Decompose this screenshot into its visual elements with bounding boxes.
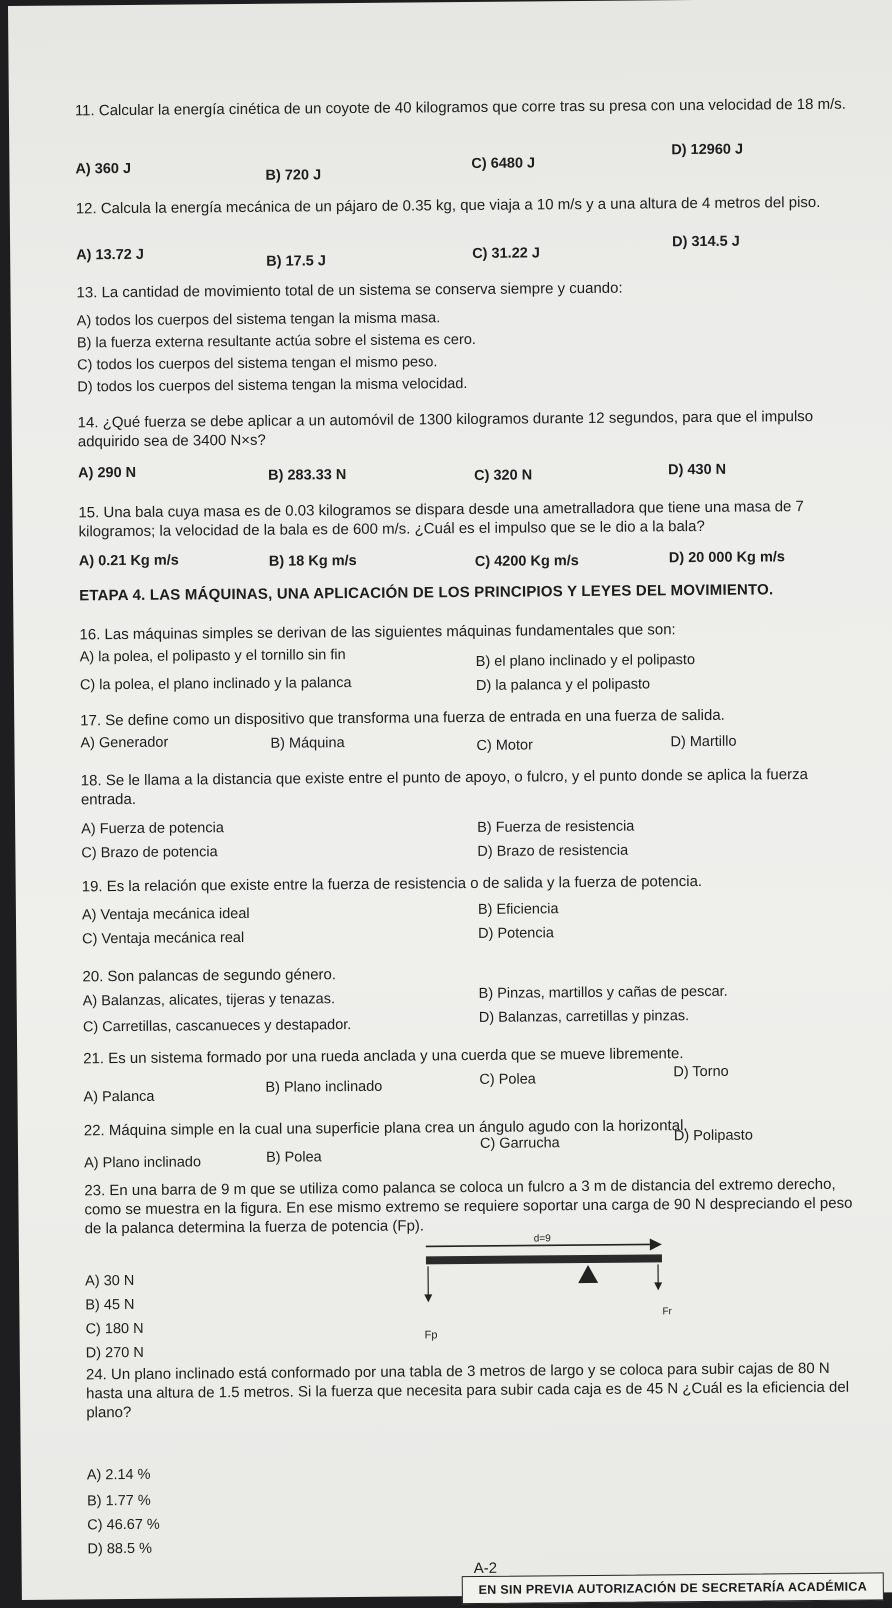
q15-option-a: A) 0.21 Kg m/s: [79, 553, 179, 570]
question-11-stem: 11. Calcular la energía cinética de un coyote de 40 kilogramos que corre tras su presa con una velocidad de 18 m/s.: [75, 95, 855, 121]
q14-option-c: C) 320 N: [474, 467, 532, 484]
fp-label: Fp: [425, 1329, 438, 1341]
q21-option-b: B) Plano inclinado: [265, 1079, 382, 1096]
q15-option-b: B) 18 Kg m/s: [269, 553, 357, 570]
question-24: [86, 1359, 866, 1423]
q21-option-a: A) Palanca: [83, 1089, 154, 1106]
question-13-stem: 13. La cantidad de movimiento total de un sistema se conserva siempre y cuando:: [76, 277, 856, 303]
fr-label: Fr: [662, 1306, 672, 1317]
q15-option-c: C) 4200 Kg m/s: [475, 553, 579, 570]
footer-banner: EN SIN PREVIA AUTORIZACIÓN DE SECRETARÍA ACADÉMICA: [462, 1572, 884, 1604]
question-21-stem: 21. Es un sistema formado por una rueda anclada y una cuerda que se mueve libremente.: [83, 1043, 863, 1069]
q20-option-b: B) Pinzas, martillos y cañas de pescar.: [479, 984, 728, 1002]
q24-option-b: B) 1.77 %: [87, 1493, 151, 1510]
q14-option-a: A) 290 N: [78, 465, 136, 482]
q22-option-a: A) Plano inclinado: [84, 1154, 201, 1171]
q17-option-a: A) Generador: [80, 735, 168, 752]
question-16-stem: 16. Las máquinas simples se derivan de las siguientes máquinas fundamentales que son:: [79, 619, 859, 645]
q12-option-b: B) 17.5 J: [266, 253, 326, 270]
fr-arrowhead-icon: [654, 1282, 662, 1290]
q23-option-a: A) 30 N: [85, 1273, 134, 1289]
q13-option-a: A) todos los cuerpos del sistema tengan la misma masa.: [77, 310, 441, 329]
q16-option-c: C) la polea, el plano inclinado y la palanca: [80, 675, 352, 693]
question-15: [78, 497, 858, 542]
question-24-stem: 24. Un plano inclinado está conformado por una tabla de 3 metros de largo y se coloca para subir cajas de 80 N hasta una altura de 1.5 metros. Si la fuerza que necesita para subir cada caja es de 45 N ¿Cuál es la eficiencia del plano?: [86, 1359, 866, 1423]
q23-option-b: B) 45 N: [85, 1297, 134, 1313]
question-19-stem: 19. Es la relación que existe entre la fuerza de resistencia o de salida y la fuerza de potencia.: [82, 871, 862, 897]
question-12: [76, 193, 856, 219]
distance-arrowhead-icon: [650, 1238, 662, 1250]
distance-label: d=9: [534, 1233, 551, 1244]
question-11: [75, 95, 855, 121]
q19-option-b: B) Eficiencia: [478, 901, 559, 918]
q17-option-b: B) Máquina: [270, 735, 344, 752]
q12-option-d: D) 314.5 J: [672, 234, 740, 251]
q14-option-d: D) 430 N: [668, 462, 726, 479]
question-16: [79, 619, 859, 645]
q16-option-b: B) el plano inclinado y el polipasto: [476, 652, 695, 670]
question-14: [78, 407, 858, 452]
q19-option-d: D) Potencia: [478, 925, 554, 942]
question-12-stem: 12. Calcula la energía mecánica de un pájaro de 0.35 kg, que viaja a 10 m/s y a una altura de 4 metros del piso.: [76, 193, 856, 219]
question-20-stem: 20. Son palancas de segundo género.: [82, 961, 862, 987]
q21-option-c: C) Polea: [479, 1071, 536, 1087]
q20-option-c: C) Carretillas, cascanueces y destapador.: [83, 1017, 352, 1035]
q15-option-d: D) 20 000 Kg m/s: [669, 549, 785, 566]
q20-option-a: A) Balanzas, alicates, tijeras y tenazas.: [83, 991, 335, 1009]
question-15-stem: 15. Una bala cuya masa es de 0.03 kilogramos se dispara desde una ametralladora que tiene una masa de 7 kilogramos; la velocidad de la bala es de 600 m/s. ¿Cuál es el impulso que se le dio a la bala?: [78, 497, 858, 542]
q19-option-a: A) Ventaja mecánica ideal: [82, 906, 250, 923]
lever-diagram: [424, 1232, 695, 1354]
q12-option-a: A) 13.72 J: [76, 247, 144, 264]
q16-option-d: D) la palanca y el polipasto: [476, 676, 650, 694]
question-17-stem: 17. Se define como un dispositivo que transforma una fuerza de entrada en una fuerza de salida.: [80, 705, 860, 731]
q19-option-c: C) Ventaja mecánica real: [82, 930, 244, 947]
question-23-stem: 23. En una barra de 9 m que se utiliza como palanca se coloca un fulcro a 3 m de distancia del extremo derecho, como se muestra en la figura. En ese mismo extremo se requiere soportar una carga de 90 N despreciando el peso de la palanca determina la fuerza de potencia (Fp).: [84, 1175, 864, 1239]
q13-option-b: B) la fuerza externa resultante actúa sobre el sistema es cero.: [77, 332, 476, 351]
q11-option-c: C) 6480 J: [471, 155, 535, 172]
question-17: [80, 705, 860, 731]
section-heading: ETAPA 4. LAS MÁQUINAS, UNA APLICACIÓN DE LOS PRINCIPIOS Y LEYES DEL MOVIMIENTO.: [79, 581, 773, 604]
question-18-stem: 18. Se le llama a la distancia que existe entre el punto de apoyo, o fulcro, y el punto donde se aplica la fuerza entrada.: [81, 765, 861, 810]
q14-option-b: B) 283.33 N: [268, 467, 346, 484]
question-22-stem: 22. Máquina simple en la cual una superficie plana crea un ángulo agudo con la horizontal.: [84, 1115, 864, 1141]
q24-option-d: D) 88.5 %: [87, 1541, 152, 1558]
q18-option-a: A) Fuerza de potencia: [81, 820, 224, 837]
page-number: A-2: [474, 1560, 497, 1577]
q23-option-c: C) 180 N: [85, 1321, 143, 1338]
question-13: [76, 277, 856, 303]
question-14-stem: 14. ¿Qué fuerza se debe aplicar a un automóvil de 1300 kilogramos durante 12 segundos, para que el impulso adquirido sea de 3400 N×s?: [78, 407, 858, 452]
question-19: [82, 871, 862, 897]
distance-arrow-line: [426, 1244, 650, 1246]
q22-option-c: C) Garrucha: [480, 1135, 560, 1152]
q24-option-c: C) 46.67 %: [87, 1517, 160, 1534]
q11-option-b: B) 720 J: [265, 167, 321, 183]
q20-option-d: D) Balanzas, carretillas y pinzas.: [479, 1008, 689, 1026]
q23-option-d: D) 270 N: [86, 1345, 144, 1362]
q24-option-a: A) 2.14 %: [87, 1467, 151, 1484]
q11-option-a: A) 360 J: [75, 161, 131, 177]
q16-option-a: A) la polea, el polipasto y el tornillo sin fin: [80, 647, 346, 665]
q11-option-d: D) 12960 J: [671, 142, 743, 159]
q13-option-d: D) todos los cuerpos del sistema tengan la misma velocidad.: [77, 376, 467, 395]
lever-bar: [426, 1254, 662, 1264]
question-20: [82, 961, 862, 987]
q17-option-d: D) Martillo: [670, 734, 736, 751]
q21-option-d: D) Torno: [673, 1064, 728, 1080]
q22-option-b: B) Polea: [266, 1149, 322, 1165]
question-21: [83, 1043, 863, 1069]
q18-option-d: D) Brazo de resistencia: [477, 843, 628, 860]
question-18: [81, 765, 861, 810]
fp-arrowhead-icon: [424, 1294, 432, 1302]
fulcrum-icon: [578, 1265, 598, 1283]
q22-option-d: D) Polipasto: [674, 1128, 753, 1145]
q12-option-c: C) 31.22 J: [472, 245, 540, 262]
q18-option-b: B) Fuerza de resistencia: [477, 819, 634, 836]
question-23: [84, 1175, 864, 1239]
q17-option-c: C) Motor: [476, 737, 533, 753]
q18-option-c: C) Brazo de potencia: [81, 844, 217, 861]
exam-page: [8, 0, 892, 1600]
q13-option-c: C) todos los cuerpos del sistema tengan el mismo peso.: [77, 354, 437, 373]
